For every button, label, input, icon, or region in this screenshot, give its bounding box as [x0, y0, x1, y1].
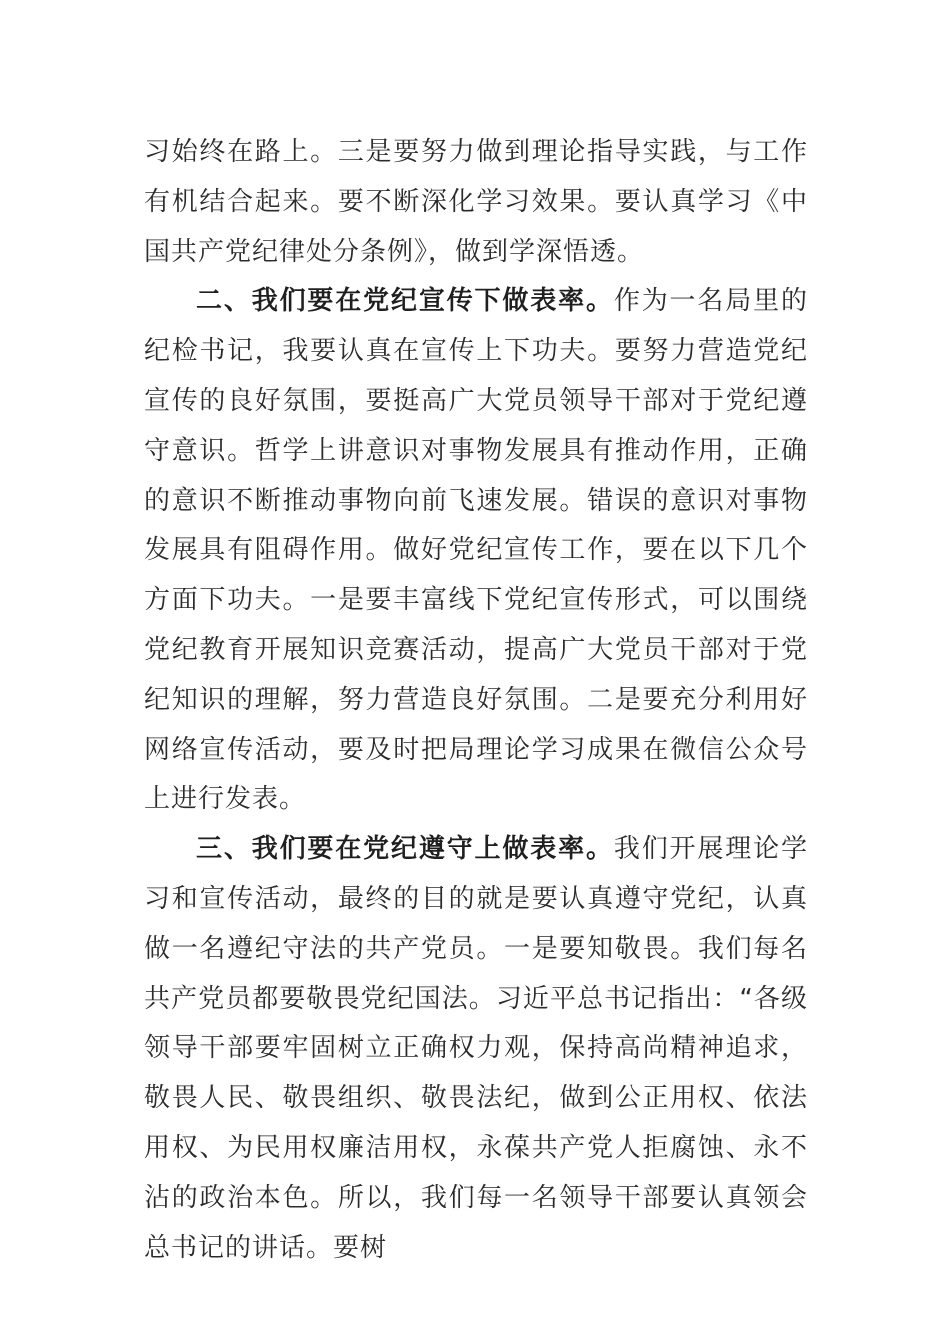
section-heading: 三、我们要在党纪遵守上做表率。	[196, 834, 614, 865]
paragraph-continuation	[144, 128, 808, 277]
paragraph-section-2	[144, 277, 808, 825]
paragraph-text: 作为一名局里的纪检书记，我要认真在宣传上下功夫。要努力营造党纪宣传的良好氛围，要挺高广大党员领导干部对于党纪遵守意识。哲学上讲意识对事物发展具有推动作用，正确的意识不断推动事物向前飞速发展。错误的意识对事物发展具有阻碍作用。做好党纪宣传工作，要在以下几个方面下功夫。一是要丰富线下党纪宣传形式，可以围绕党纪教育开展知识竞赛活动，提高广大党员干部对于党纪知识的理解，努力营造良好氛围。二是要充分利用好网络宣传活动，要及时把局理论学习成果在微信公众号上进行发表。	[144, 286, 808, 815]
document-page	[144, 128, 808, 1273]
paragraph-text: 我们开展理论学习和宣传活动，最终的目的就是要认真遵守党纪，认真做一名遵纪守法的共产党员。一是要知敬畏。我们每名共产党员都要敬畏党纪国法。习近平总书记指出：“各级领导干部要牢固树立正确权力观，保持高尚精神追求，敬畏人民、敬畏组织、敬畏法纪，做到公正用权、依法用权、为民用权廉洁用权，永葆共产党人拒腐蚀、永不沾的政治本色。所以，我们每一名领导干部要认真领会总书记的讲话。要树	[144, 834, 808, 1263]
section-heading: 二、我们要在党纪宣传下做表率。	[196, 286, 614, 317]
paragraph-section-3	[144, 825, 808, 1273]
paragraph-text: 习始终在路上。三是要努力做到理论指导实践，与工作有机结合起来。要不断深化学习效果。要认真学习《中国共产党纪律处分条例》，做到学深悟透。	[144, 137, 808, 267]
